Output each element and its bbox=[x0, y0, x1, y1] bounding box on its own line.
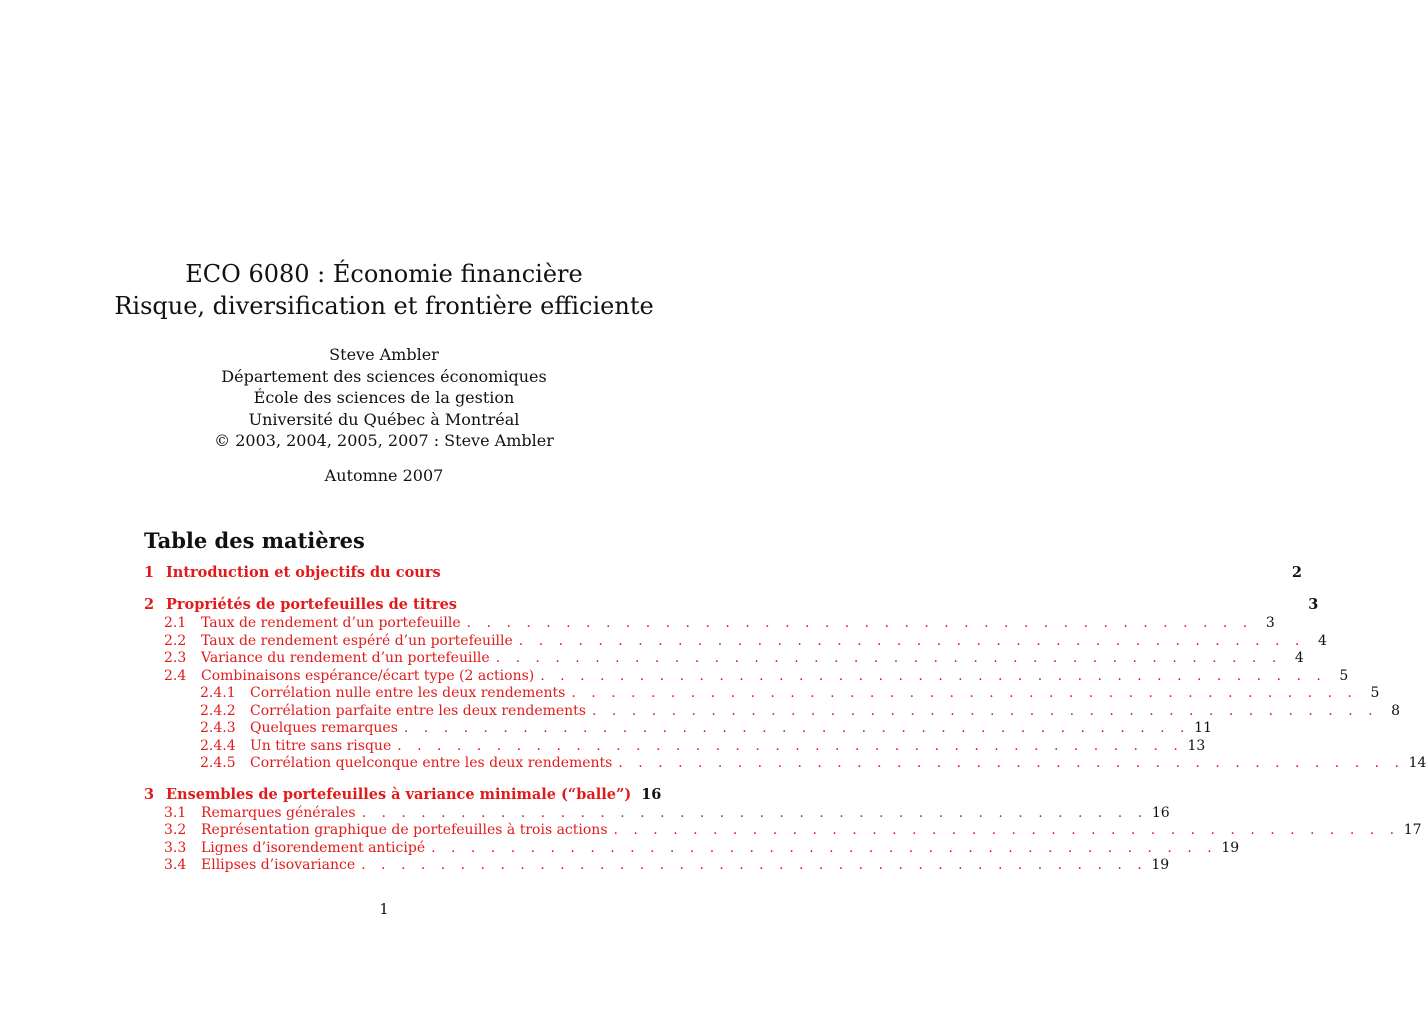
toc-entry-label: Corrélation quelconque entre les deux rendements bbox=[250, 755, 613, 771]
toc-entry-number: 1 bbox=[144, 564, 155, 581]
toc-entry-number: 2.4.4 bbox=[200, 737, 236, 754]
toc-entry-2-2[interactable] bbox=[144, 632, 1327, 651]
toc-entry-2-4[interactable] bbox=[144, 667, 1349, 686]
document-title bbox=[0, 258, 768, 322]
toc-leader-dots: . . . . . . . . . . . . . . . . . . . . . . . . . . . . . . . . . . . . . . . . bbox=[571, 685, 1358, 701]
toc-entry-label: Corrélation parfaite entre les deux rendements bbox=[250, 702, 586, 719]
toc-entry-page: 17 bbox=[1403, 822, 1422, 838]
toc-entry-number: 2.2 bbox=[164, 632, 187, 649]
page-number: 1 bbox=[379, 900, 389, 918]
title-line-2: Risque, diversification et frontière efficiente bbox=[114, 292, 654, 320]
toc-entry-page: 4 bbox=[1294, 650, 1304, 666]
toc-entry-label: Quelques remarques bbox=[250, 720, 398, 736]
toc-entry-2-4-5[interactable] bbox=[144, 755, 1426, 773]
toc-entry-number: 3.1 bbox=[164, 804, 187, 821]
toc-leader-dots: . . . . . . . . . . . . . . . . . . . . . . . . . . . . . . . . . . . . . . . . bbox=[397, 737, 1184, 754]
toc-entry-2-1[interactable] bbox=[144, 615, 1275, 633]
copyright-notice: © 2003, 2004, 2005, 2007 : Steve Ambler bbox=[214, 431, 554, 450]
toc-entry-page: 3 bbox=[1308, 596, 1319, 613]
toc-leader-dots: . . . . . . . . . . . . . . . . . . . . . . . . . . . . . . . . . . . . . . . . bbox=[540, 667, 1327, 684]
toc-entry-page: 13 bbox=[1187, 737, 1206, 754]
toc-entry-label: Corrélation nulle entre les deux rendements bbox=[250, 685, 566, 701]
toc-entry-page: 8 bbox=[1391, 702, 1401, 719]
toc-entry-3[interactable] bbox=[144, 785, 662, 805]
toc-entry-number: 2.4.2 bbox=[200, 702, 236, 719]
toc-entry-number: 2.4 bbox=[164, 667, 187, 684]
author-university: Université du Québec à Montréal bbox=[248, 409, 520, 429]
toc-entry-label: Taux de rendement espéré d’un portefeuille bbox=[201, 632, 513, 649]
toc-entry-page: 5 bbox=[1370, 685, 1380, 701]
table-of-contents bbox=[144, 564, 1426, 875]
toc-entry-label: Taux de rendement d’un portefeuille bbox=[201, 615, 461, 631]
toc-entry-2-4-1[interactable] bbox=[144, 685, 1380, 703]
toc-entry-label: Combinaisons espérance/écart type (2 actions) bbox=[201, 667, 535, 684]
author-block bbox=[0, 344, 768, 452]
toc-entry-3-4[interactable] bbox=[144, 857, 1170, 875]
toc-entry-page: 16 bbox=[641, 785, 662, 803]
toc-entry-label: Lignes d’isorendement anticipé bbox=[201, 839, 426, 856]
toc-entry-page: 4 bbox=[1317, 632, 1327, 649]
toc-entry-number: 3.3 bbox=[164, 839, 187, 856]
toc-heading: Table des matières bbox=[144, 528, 365, 553]
toc-entry-label: Un titre sans risque bbox=[250, 737, 392, 754]
author-name: Steve Ambler bbox=[329, 345, 439, 364]
toc-entry-label: Remarques générales bbox=[201, 804, 356, 821]
toc-entry-2[interactable] bbox=[144, 596, 1319, 615]
toc-leader-dots: . . . . . . . . . . . . . . . . . . . . . . . . . . . . . . . . . . . . . . . . bbox=[403, 720, 1190, 736]
toc-leader-dots: . . . . . . . . . . . . . . . . . . . . . . . . . . . . . . . . . . . . . . . . bbox=[361, 804, 1148, 821]
toc-entry-page: 19 bbox=[1151, 857, 1170, 873]
toc-entry-3-1[interactable] bbox=[144, 804, 1170, 823]
toc-entry-label: Ellipses d’isovariance bbox=[201, 857, 356, 873]
toc-entry-page: 11 bbox=[1194, 720, 1212, 736]
toc-leader-dots: . . . . . . . . . . . . . . . . . . . . . . . . . . . . . . . . . . . . . . . . bbox=[361, 857, 1148, 873]
toc-entry-number: 2 bbox=[144, 596, 155, 613]
toc-leader-dots: . . . . . . . . . . . . . . . . . . . . . . . . . . . . . . . . . . . . . . . . bbox=[592, 702, 1379, 719]
toc-leader-dots: . . . . . . . . . . . . . . . . . . . . . . . . . . . . . . . . . . . . . . . . bbox=[431, 839, 1218, 856]
toc-entry-number: 2.3 bbox=[164, 650, 187, 666]
toc-leader-dots: . . . . . . . . . . . . . . . . . . . . . . . . . . . . . . . . . . . . . . . . bbox=[613, 822, 1400, 838]
toc-entry-number: 2.1 bbox=[164, 615, 187, 631]
toc-leader-dots: . . . . . . . . . . . . . . . . . . . . . . . . . . . . . . . . . . . . . . . . bbox=[495, 650, 1282, 666]
toc-entry-3-2[interactable] bbox=[144, 822, 1422, 840]
toc-entry-number: 2.4.5 bbox=[200, 755, 236, 771]
title-line-1: ECO 6080 : Économie financière bbox=[185, 260, 583, 288]
toc-entry-page: 2 bbox=[1291, 564, 1302, 581]
toc-entry-label: Introduction et objectifs du cours bbox=[166, 564, 441, 581]
toc-entry-label: Ensembles de portefeuilles à variance minimale (“balle”) bbox=[166, 785, 632, 803]
author-school: École des sciences de la gestion bbox=[253, 388, 515, 407]
toc-entry-2-3[interactable] bbox=[144, 650, 1304, 668]
toc-entry-3-3[interactable] bbox=[144, 839, 1240, 858]
toc-entry-label: Variance du rendement d’un portefeuille bbox=[201, 650, 490, 666]
toc-entry-page: 14 bbox=[1408, 755, 1426, 771]
toc-entry-number: 2.4.1 bbox=[200, 685, 236, 701]
toc-entry-number: 3.4 bbox=[164, 857, 187, 873]
toc-leader-dots: . . . . . . . . . . . . . . . . . . . . . . . . . . . . . . . . . . . . . . . . bbox=[618, 755, 1405, 771]
toc-entry-2-4-4[interactable] bbox=[144, 737, 1206, 756]
toc-entry-number: 2.4.3 bbox=[200, 720, 236, 736]
toc-entry-page: 16 bbox=[1151, 804, 1170, 821]
toc-entry-1[interactable] bbox=[144, 564, 1302, 583]
toc-entry-page: 5 bbox=[1339, 667, 1349, 684]
toc-entry-page: 19 bbox=[1221, 839, 1240, 856]
document-date: Automne 2007 bbox=[324, 466, 444, 485]
toc-leader-dots: . . . . . . . . . . . . . . . . . . . . . . . . . . . . . . . . . . . . . . . . bbox=[518, 632, 1305, 649]
toc-entry-number: 3 bbox=[144, 785, 155, 803]
toc-entry-page: 3 bbox=[1265, 615, 1275, 631]
toc-entry-2-4-3[interactable] bbox=[144, 720, 1212, 738]
author-department: Département des sciences économiques bbox=[221, 366, 547, 386]
toc-entry-2-4-2[interactable] bbox=[144, 702, 1401, 721]
toc-leader-dots: . . . . . . . . . . . . . . . . . . . . . . . . . . . . . . . . . . . . . . . . bbox=[466, 615, 1253, 631]
toc-entry-label: Représentation graphique de portefeuilles à trois actions bbox=[201, 822, 608, 838]
toc-entry-label: Propriétés de portefeuilles de titres bbox=[166, 596, 457, 613]
toc-entry-number: 3.2 bbox=[164, 822, 187, 838]
